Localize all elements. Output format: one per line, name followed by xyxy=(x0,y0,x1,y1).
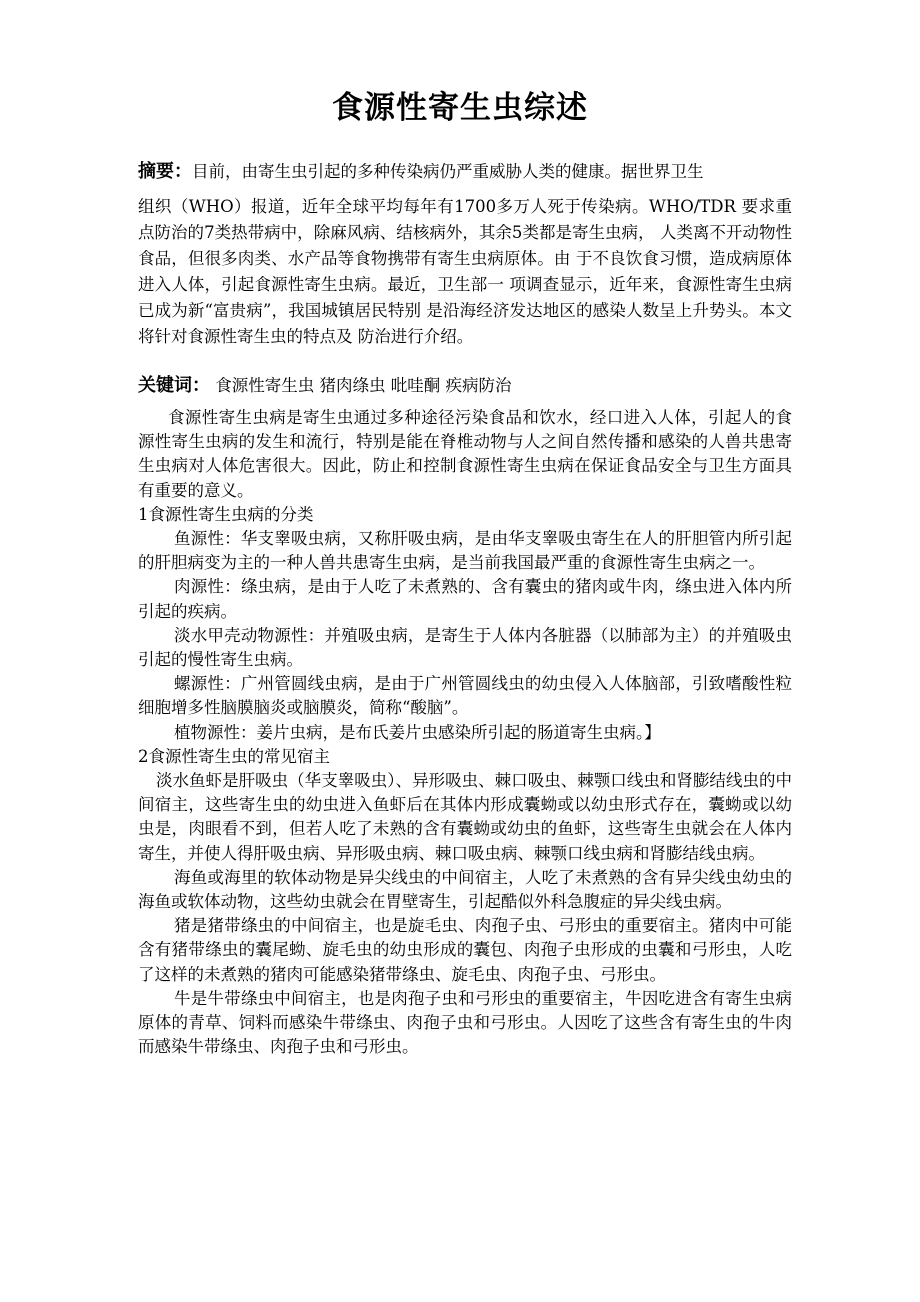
abstract-first-text: 目前，由寄生虫引起的多种传染病仍严重威胁人类的健康。据世界卫生 xyxy=(192,162,704,181)
abstract-first-line xyxy=(138,158,792,186)
section-2-heading: 2食源性寄生虫的常见宿主 xyxy=(138,746,330,766)
keywords-text: 食源性寄生虫 猪肉绦虫 吡哇酮 疾病防治 xyxy=(215,376,512,395)
section-2-paragraph-4: 牛是牛带绦虫中间宿主，也是肉孢子虫和弓形虫的重要宿主，牛因吃进含有寄生虫病原体的青草、饲料而感染牛带绦虫、肉孢子虫和弓形虫。人因吃了这些含有寄生虫的牛肉而感染牛带绦虫、肉孢子虫和弓形虫。 xyxy=(138,988,792,1057)
section-2-paragraph-2: 海鱼或海里的软体动物是异尖线虫的中间宿主，人吃了未煮熟的含有异尖线虫幼虫的海鱼或软体动物，这些幼虫就会在胃壁寄生，引起酷似外科急腹症的异尖线虫病。 xyxy=(138,867,792,912)
section-2-paragraph-1: 淡水鱼虾是肝吸虫（华支睾吸虫）、异形吸虫、棘口吸虫、棘颚口线虫和肾膨结线虫的中间宿主，这些寄生虫的幼虫进入鱼虾后在其体内形成囊蚴或以幼虫形式存在，囊蚴或以幼虫是，肉眼看不到，但若人吃了未熟的含有囊蚴或幼虫的鱼虾，这些寄生虫就会在人体内寄生，并使人得肝吸虫病、异形吸虫病、棘口吸虫病、棘颚口线虫病和肾膨结线虫病。 xyxy=(138,771,792,863)
abstract-rest-text: 组织（WHO）报道，近年全球平均每年有1700多万人死于传染病。WHO/TDR 要求重点防治的7类热带病中，除麻风病、结核病外，其余5类都是寄生虫病， 人类离不开动物性食品，但很多肉类、水产品等食物携带有寄生虫病原体。由 于不良饮食习惯，造成病原体进入人体，引起食源性寄生虫病。最近，卫生部一 项调查显示，近年来，食源性寄生虫病已成为新“富贵病”，我国城镇居民特别 是沿海经济发达地区的感染人数呈上升势头。本文将针对食源性寄生虫的特点及 防治进行介绍。 xyxy=(138,197,792,346)
keywords-label: 关键词： xyxy=(138,375,210,396)
section-1-heading: 1食源性寄生虫病的分类 xyxy=(138,504,314,524)
section-1-paragraph-5: 植物源性：姜片虫病，是布氏姜片虫感染所引起的肠道寄生虫病。】 xyxy=(174,722,661,742)
section-1-paragraph-4: 螺源性：广州管圆线虫病，是由于广州管圆线虫的幼虫侵入人体脑部，引致嗜酸性粒细胞增多性脑膜脑炎或脑膜炎，简称“酸脑”。 xyxy=(138,674,792,718)
section-1-paragraph-2: 肉源性：绦虫病，是由于人吃了未煮熟的、含有囊虫的猪肉或牛肉，绦虫进入体内所引起的疾病。 xyxy=(138,577,792,621)
intro-paragraph: 食源性寄生虫病是寄生虫通过多种途径污染食品和饮水，经口进入人体，引起人的食源性寄生虫病的发生和流行，特别是能在脊椎动物与人之间自然传播和感染的人兽共患寄生虫病对人体危害很大。因此，防止和控制食源性寄生虫病在保证食品安全与卫生方面具有重要的意义。 xyxy=(138,408,792,500)
section-1-paragraph-3: 淡水甲壳动物源性：并殖吸虫病，是寄生于人体内各脏器（以肺部为主）的并殖吸虫引起的慢性寄生虫病。 xyxy=(138,625,792,670)
body-text xyxy=(138,406,792,1059)
abstract-label: 摘要： xyxy=(138,161,192,182)
section-1-paragraph-1: 鱼源性：华支睾吸虫病，又称肝吸虫病，是由华支睾吸虫寄生在人的肝胆管内所引起的肝胆病变为主的一种人兽共患寄生虫病，是当前我国最严重的食源性寄生虫病之一。 xyxy=(138,529,792,573)
abstract xyxy=(138,158,792,350)
document-title: 食源性寄生虫综述 xyxy=(332,90,588,126)
keywords xyxy=(138,372,792,400)
section-2-paragraph-3: 猪是猪带绦虫的中间宿主，也是旋毛虫、肉孢子虫、弓形虫的重要宿主。猪肉中可能含有猪带绦虫的囊尾蚴、旋毛虫的幼虫形成的囊包、肉孢子虫形成的虫囊和弓形虫，人吃了这样的未煮熟的猪肉可能感染猪带绦虫、旋毛虫、肉孢子虫、弓形虫。 xyxy=(138,916,792,984)
